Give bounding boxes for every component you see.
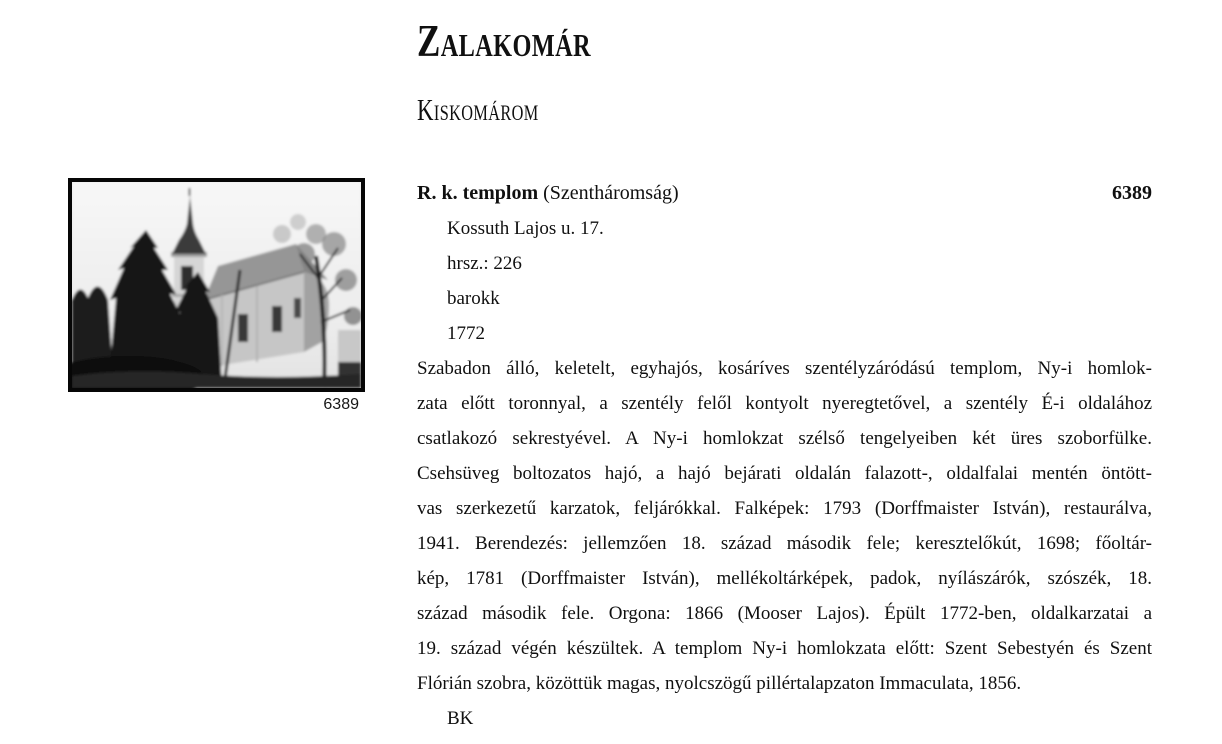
description-line: 19. század végén készültek. A templom Ny-i homlokzata előtt: Szent Sebestyén és Szent: [417, 638, 1152, 659]
description-line: zata előtt toronnyal, a szentély felől kontyolt nyeregtetővel, a szentély É-i oldalához: [417, 393, 1152, 414]
monument-name: R. k. templom: [417, 182, 539, 204]
detail-line: 1772: [447, 323, 485, 344]
description-line: század második fele. Orgona: 1866 (Mooser Lajos). Épült 1772-ben, oldalkarzatai a: [417, 603, 1152, 624]
detail-line: barokk: [447, 288, 500, 309]
description-line: vas szerkezetű karzatok, feljárókkal. Falképek: 1793 (Dorffmaister István), restaurálva,: [417, 498, 1152, 519]
page-title: Zalakomár: [417, 15, 592, 66]
detail-line: hrsz.: 226: [447, 253, 522, 274]
entry-number: 6389: [1112, 182, 1152, 204]
monument-photo: [68, 178, 365, 392]
entry: [417, 176, 1152, 736]
description-line: kép, 1781 (Dorffmaister István), mellékoltárképek, padok, nyílászárók, szószék, 18.: [417, 568, 1152, 589]
monument-dedication: (Szentháromság): [543, 182, 679, 204]
author-initials: BK: [447, 708, 474, 729]
description-line: Szabadon álló, keletelt, egyhajós, kosáríves szentélyzáródású templom, Ny-i homlok-: [417, 358, 1152, 379]
section-title: Kiskomárom: [417, 92, 539, 127]
entry-title: [417, 176, 679, 211]
description-line: Flórián szobra, közöttük magas, nyolcszögű pillértalapzaton Immaculata, 1856.: [417, 673, 1022, 694]
entry-details: [447, 211, 1152, 351]
entry-description: [417, 351, 1152, 701]
description-line: Csehsüveg boltozatos hajó, a hajó bejárati oldalán falazott-, oldalfalai mentén öntött-: [417, 463, 1152, 484]
entry-header: [417, 176, 1152, 211]
church-photo-illustration: [72, 182, 361, 388]
description-line: csatlakozó sekrestyével. A Ny-i homlokzat szélső tengelyeiben két üres szoborfülke.: [417, 428, 1152, 449]
photo-caption: 6389: [323, 396, 359, 413]
detail-line: Kossuth Lajos u. 17.: [447, 218, 604, 239]
description-line: 1941. Berendezés: jellemzően 18. század második fele; keresztelőkút, 1698; főoltár-: [417, 533, 1152, 554]
